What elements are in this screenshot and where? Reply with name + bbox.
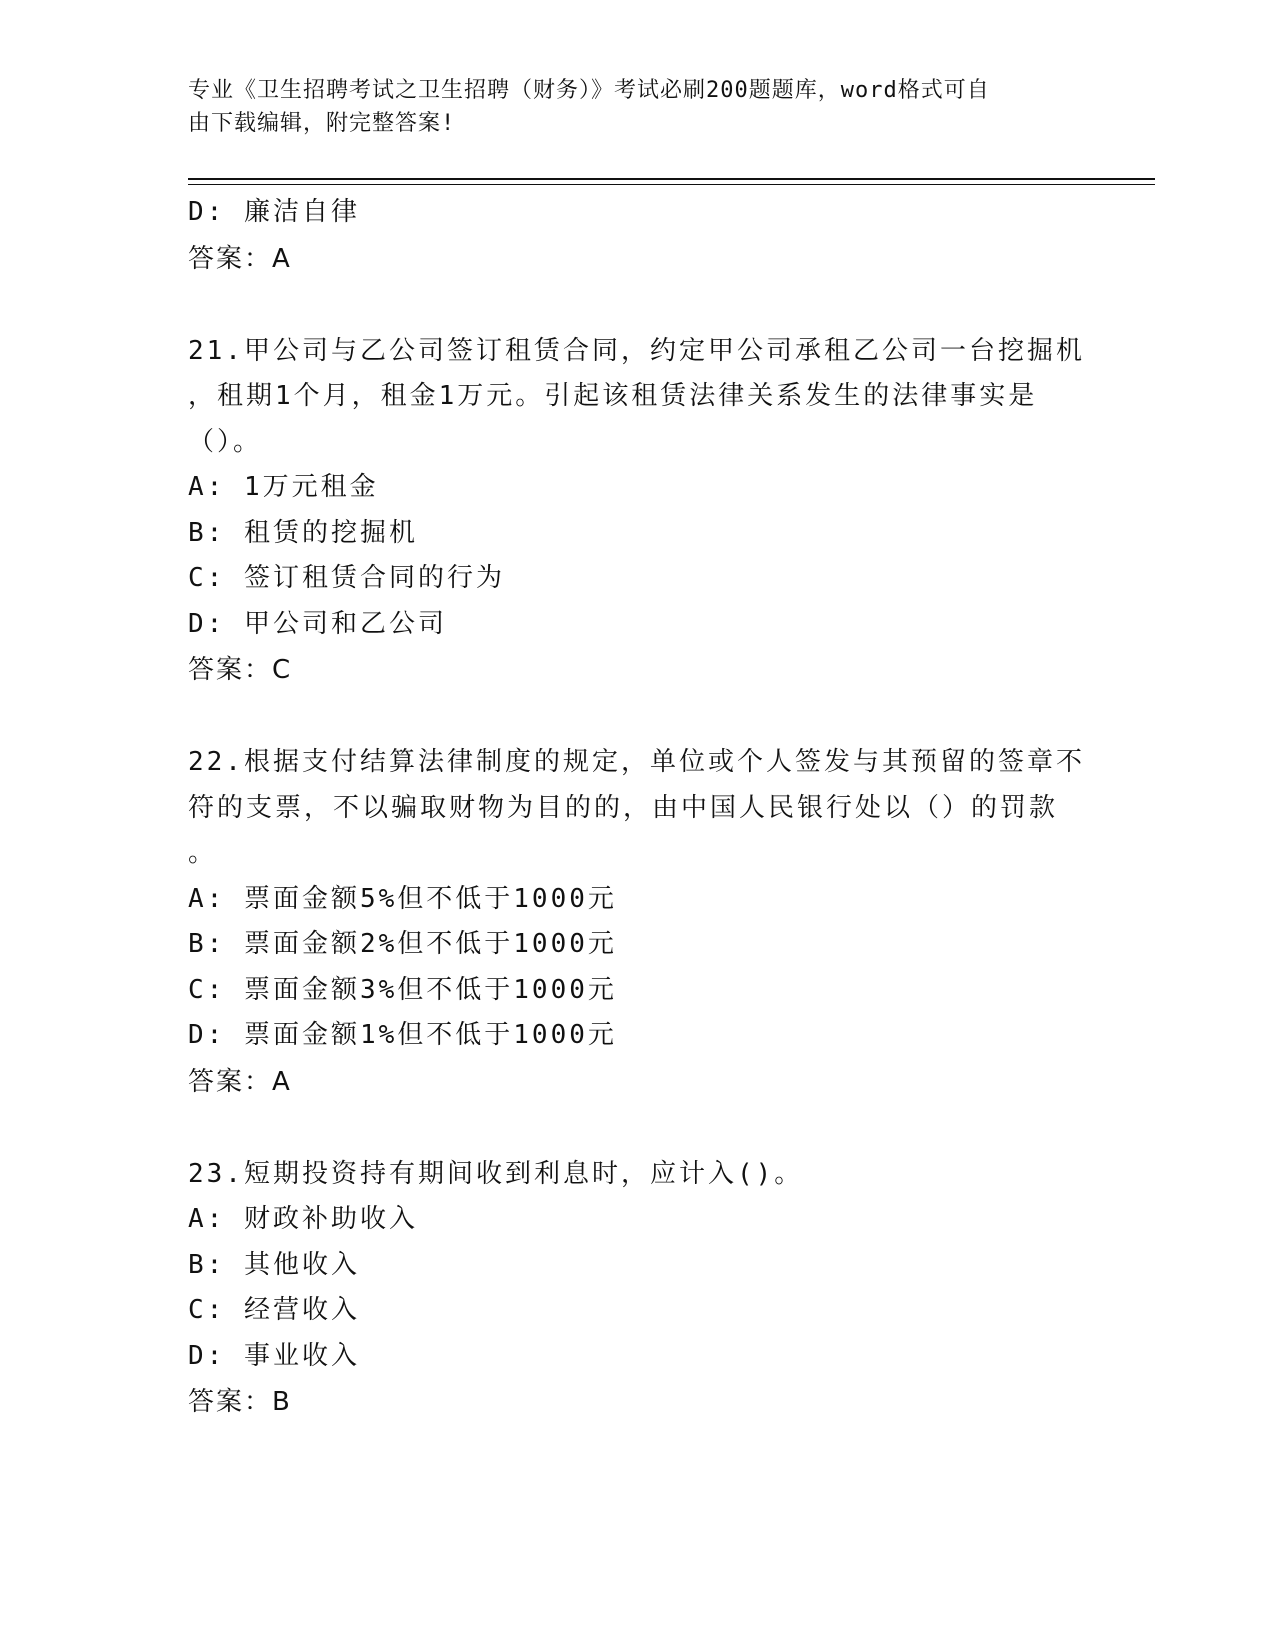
option-a: A: 票面金额5%但不低于1000元 [188, 883, 617, 914]
answer: 答案：A [188, 1066, 292, 1097]
header-line-2: 由下载编辑，附完整答案! [188, 111, 456, 136]
option-d: D: 事业收入 [188, 1340, 360, 1371]
question-text-line: 21.甲公司与乙公司签订租赁合同，约定甲公司承租乙公司一台挖掘机 [188, 335, 1085, 366]
option-c: C: 票面金额3%但不低于1000元 [188, 974, 617, 1005]
header-rule-thin [188, 184, 1155, 185]
question-21 [188, 329, 1088, 694]
question-text-line: 23.短期投资持有期间收到利息时，应计入()。 [188, 1158, 804, 1189]
answer: 答案：B [188, 1387, 292, 1417]
question-23 [188, 1152, 1088, 1426]
question-text-line: 。 [188, 838, 218, 868]
answer: 答案：C [188, 655, 293, 685]
header-rule-thick [188, 178, 1155, 180]
option-d: D: 甲公司和乙公司 [188, 608, 447, 639]
question-list [188, 190, 1088, 1425]
prev-answer: 答案：A [188, 243, 292, 274]
option-d: D: 票面金额1%但不低于1000元 [188, 1020, 617, 1050]
question-22 [188, 740, 1088, 1105]
option-a: A: 1万元租金 [188, 472, 379, 502]
question-text-line: 符的支票，不以骗取财物为目的的，由中国人民银行处以（）的罚款 [188, 792, 1059, 823]
option-b: B: 其他收入 [188, 1249, 360, 1280]
option-c: C: 经营收入 [188, 1295, 360, 1325]
option-a: A: 财政补助收入 [188, 1204, 418, 1234]
option-b: B: 租赁的挖掘机 [188, 517, 418, 548]
document-header [188, 74, 1088, 140]
header-line-1: 专业《卫生招聘考试之卫生招聘（财务）》考试必刷200题题库，word格式可自 [188, 78, 990, 103]
prev-option-d: D: 廉洁自律 [188, 197, 360, 227]
option-b: B: 票面金额2%但不低于1000元 [188, 929, 617, 959]
question-text-line: 22.根据支付结算法律制度的规定，单位或个人签发与其预留的签章不 [188, 747, 1085, 777]
question-text-line: （）。 [188, 426, 263, 457]
question-text-line: ，租期1个月，租金1万元。引起该租赁法律关系发生的法律事实是 [188, 381, 1038, 411]
option-c: C: 签订租赁合同的行为 [188, 563, 505, 593]
